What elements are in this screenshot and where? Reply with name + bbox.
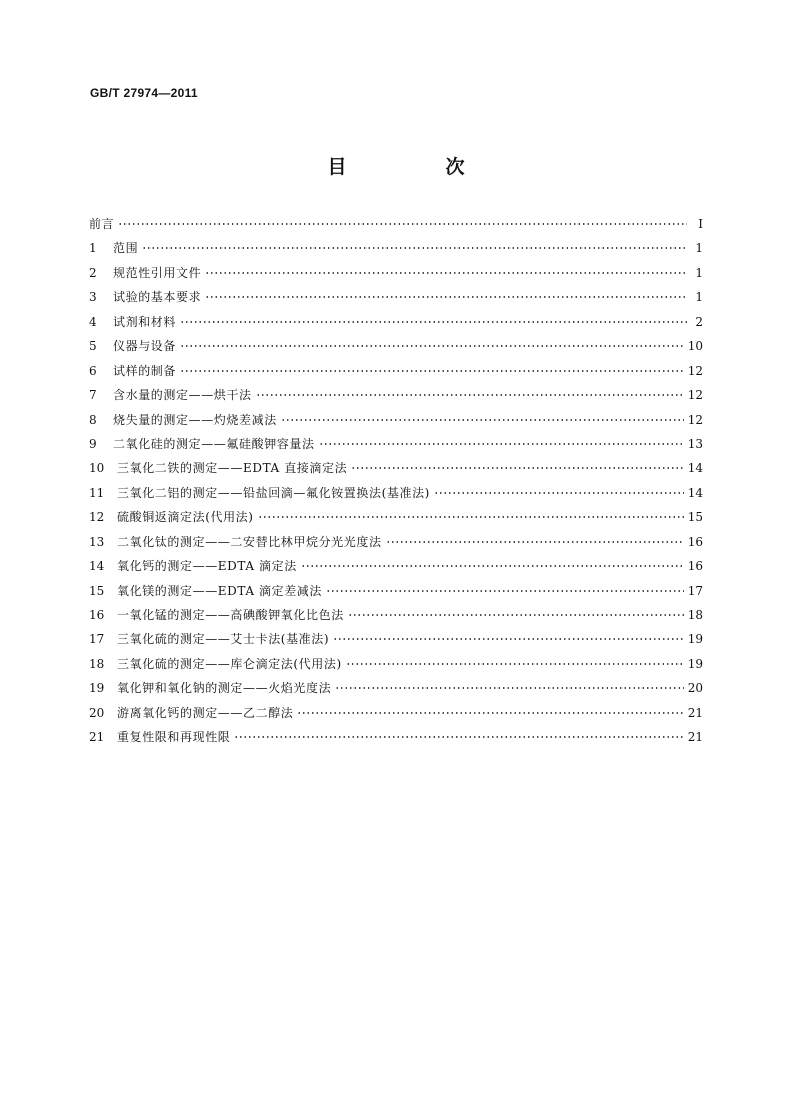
toc-entry-label: 烧失量的测定——灼烧差减法 [113, 412, 277, 427]
toc-entry[interactable] [89, 459, 703, 483]
toc-entry-number: 11 [89, 485, 105, 500]
toc-entry-number: 16 [89, 608, 105, 622]
toc-entry-label: 游离氧化钙的测定——乙二醇法 [117, 705, 294, 720]
toc-entry-label: 重复性限和再现性限 [117, 730, 231, 745]
dot-leader [301, 565, 684, 567]
toc-entry-label: 三氧化二铁的测定——EDTA 直接滴定法 [117, 461, 348, 476]
dot-leader [142, 247, 687, 249]
toc-entry[interactable] [89, 655, 703, 679]
toc-entry-label: 二氧化钛的测定——二安替比林甲烷分光光度法 [117, 534, 382, 549]
toc-entry-page: 1 [695, 241, 703, 256]
toc-entry[interactable] [89, 411, 703, 435]
toc-entry-label: 试验的基本要求 [113, 290, 202, 305]
dot-leader [333, 638, 684, 640]
dot-leader [281, 419, 684, 421]
toc-entry-page: 16 [687, 559, 703, 574]
toc-entry-number: 14 [89, 559, 105, 574]
toc-entry-label: 范围 [113, 241, 139, 256]
toc-entry-number: 4 [89, 314, 97, 329]
toc-entry-number: 15 [89, 583, 105, 598]
dot-leader [180, 370, 684, 372]
toc-entry-number: 8 [89, 412, 97, 427]
toc-entry-label: 三氧化二铝的测定——铅盐回滴—氟化铵置换法(基准法) [117, 485, 430, 500]
toc-entry-label: 试样的制备 [113, 363, 177, 378]
toc-entry-number: 21 [89, 730, 105, 745]
toc-entry-page: 13 [687, 436, 703, 451]
toc-entry-number: 13 [89, 534, 105, 549]
toc-entry-label: 含水量的测定——烘干法 [113, 388, 252, 403]
toc-entry[interactable] [89, 508, 703, 532]
dot-leader [326, 590, 684, 592]
toc-entry-label: 仪器与设备 [113, 339, 177, 354]
toc-entry[interactable] [89, 582, 703, 606]
table-of-contents [89, 215, 703, 753]
toc-entry-number: 10 [89, 461, 105, 476]
toc-entry-label: 三氧化硫的测定——库仑滴定法(代用法) [117, 656, 342, 671]
toc-entry[interactable] [89, 288, 703, 312]
toc-entry[interactable] [89, 313, 703, 337]
dot-leader [348, 614, 684, 616]
toc-entry-page: 16 [687, 534, 703, 549]
toc-entry-number: 20 [89, 705, 105, 720]
toc-entry[interactable] [89, 557, 703, 581]
toc-entry-number: 1 [89, 241, 97, 256]
toc-entry-number: 6 [89, 363, 97, 378]
toc-entry-number: 17 [89, 632, 105, 647]
toc-entry-number: 7 [89, 388, 97, 403]
toc-entry[interactable] [89, 435, 703, 459]
page-title: 目 次 [327, 156, 505, 178]
toc-entry-page: 14 [687, 461, 703, 476]
dot-leader [205, 296, 687, 298]
toc-entry-page: 15 [687, 510, 703, 525]
toc-entry-page: 21 [687, 705, 703, 720]
toc-entry-label: 二氧化硅的测定——氟硅酸钾容量法 [113, 436, 315, 451]
toc-entry-page: 20 [687, 681, 703, 696]
toc-entry-label: 氧化钙的测定——EDTA 滴定法 [117, 559, 297, 574]
toc-entry[interactable] [89, 679, 703, 703]
toc-entry-page: 19 [687, 656, 703, 671]
dot-leader [335, 687, 684, 689]
toc-entry-label: 前言 [89, 217, 115, 231]
toc-entry-label: 硫酸铜返滴定法(代用法) [117, 510, 254, 525]
dot-leader [256, 394, 684, 396]
dot-leader [346, 663, 684, 665]
toc-entry-page: 12 [687, 388, 703, 403]
dot-leader [434, 492, 684, 494]
toc-entry-label: 试剂和材料 [113, 314, 177, 329]
toc-entry-number: 5 [89, 339, 97, 354]
toc-entry[interactable] [89, 704, 703, 728]
dot-leader [319, 443, 684, 445]
dot-leader [297, 712, 683, 714]
toc-entry-label: 氧化镁的测定——EDTA 滴定差减法 [117, 583, 323, 598]
toc-entry-page: 21 [687, 730, 703, 745]
toc-entry-page: 14 [687, 485, 703, 500]
toc-entry-label: 氧化钾和氧化钠的测定——火焰光度法 [117, 681, 332, 696]
toc-entry[interactable] [89, 264, 703, 288]
toc-entry[interactable] [89, 533, 703, 557]
toc-entry-page: 17 [687, 583, 703, 598]
toc-entry-page: 19 [687, 632, 703, 647]
toc-entry-page: 18 [687, 608, 703, 622]
toc-entry[interactable] [89, 337, 703, 361]
dot-leader [118, 223, 687, 225]
toc-entry-page: 1 [695, 290, 703, 305]
dot-leader [180, 345, 684, 347]
dot-leader [234, 736, 683, 738]
toc-entry[interactable] [89, 362, 703, 386]
toc-entry-page: Ⅰ [698, 217, 703, 231]
toc-entry-label: 三氧化硫的测定——艾士卡法(基准法) [117, 632, 330, 647]
toc-entry[interactable] [89, 386, 703, 410]
toc-entry-page: 1 [695, 265, 703, 280]
toc-entry-number: 19 [89, 681, 105, 696]
toc-entry-number: 12 [89, 510, 105, 525]
dot-leader [351, 467, 684, 469]
dot-leader [386, 541, 684, 543]
toc-entry[interactable] [89, 215, 703, 239]
toc-entry-number: 3 [89, 290, 97, 305]
toc-entry-number: 2 [89, 265, 97, 280]
dot-leader [205, 272, 687, 274]
toc-entry-page: 10 [687, 339, 703, 354]
toc-entry[interactable] [89, 239, 703, 263]
toc-entry-number: 9 [89, 436, 97, 451]
toc-entry[interactable] [89, 728, 703, 752]
document-code: GB/T 27974—2011 [90, 86, 198, 100]
toc-entry[interactable] [89, 630, 703, 654]
dot-leader [258, 516, 684, 518]
toc-entry-page: 12 [687, 412, 703, 427]
toc-entry-page: 2 [695, 314, 703, 329]
toc-entry-page: 12 [687, 363, 703, 378]
dot-leader [180, 321, 687, 323]
toc-entry-number: 18 [89, 656, 105, 671]
toc-entry[interactable] [89, 606, 703, 630]
toc-entry-label: 一氧化锰的测定——高碘酸钾氧化比色法 [117, 608, 344, 622]
toc-entry-label: 规范性引用文件 [113, 265, 202, 280]
toc-entry[interactable] [89, 484, 703, 508]
